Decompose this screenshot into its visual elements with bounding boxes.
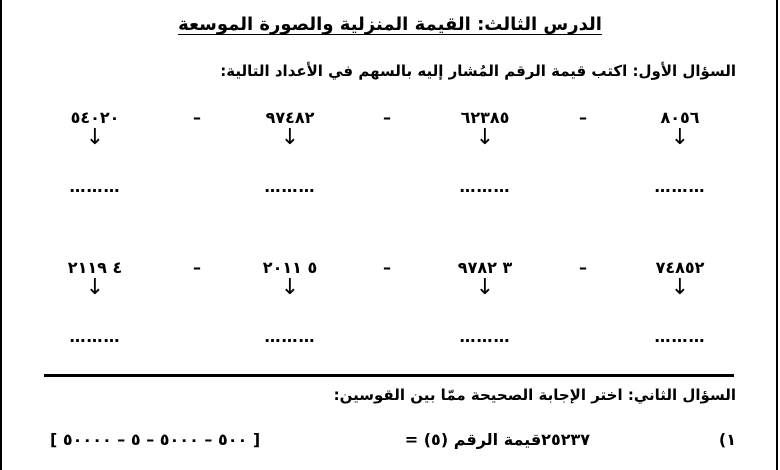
answer-blank[interactable]: ……… bbox=[264, 177, 316, 196]
question-1-prompt: السؤال الأول: اكتب قيمة الرقم المُشار إليه بالسهم في الأعداد التالية: bbox=[220, 62, 736, 80]
separator-dash: – bbox=[579, 108, 587, 127]
number-cell bbox=[230, 258, 350, 346]
down-arrow-icon: ↓ bbox=[670, 125, 690, 150]
section-divider bbox=[44, 374, 734, 377]
lesson-title-text: الدرس الثالث: القيمة المنزلية والصورة الموسعة bbox=[178, 14, 602, 35]
separator-dash: – bbox=[383, 108, 391, 127]
down-arrow-icon: ↓ bbox=[85, 125, 105, 150]
number: ٧٤٨٥٢ bbox=[655, 258, 705, 277]
item-number: ١) bbox=[718, 430, 736, 449]
separator-dash: – bbox=[579, 258, 587, 277]
answer-blank[interactable]: ……… bbox=[69, 177, 121, 196]
down-arrow-icon: ↓ bbox=[475, 275, 495, 300]
number-cell bbox=[35, 108, 155, 196]
number-cell bbox=[425, 258, 545, 346]
number: ٣ ٩٧٨٢ bbox=[457, 258, 513, 277]
answer-blank[interactable]: ……… bbox=[264, 327, 316, 346]
separator-dash: – bbox=[193, 108, 201, 127]
number-cell bbox=[230, 108, 350, 196]
separator-dash: – bbox=[193, 258, 201, 277]
number: ٩٧٤٨٢ bbox=[265, 108, 315, 127]
item-options[interactable]: [ ٥٠٠ – ٥٠٠٠ – ٥ – ٥٠٠٠٠ ] bbox=[50, 430, 261, 449]
down-arrow-icon: ↓ bbox=[475, 125, 495, 150]
number-cell bbox=[35, 258, 155, 346]
answer-blank[interactable]: ……… bbox=[654, 177, 706, 196]
down-arrow-icon: ↓ bbox=[670, 275, 690, 300]
lesson-title bbox=[0, 14, 780, 35]
down-arrow-icon: ↓ bbox=[280, 275, 300, 300]
down-arrow-icon: ↓ bbox=[280, 125, 300, 150]
number: ٤ ٢١١٩ bbox=[67, 258, 123, 277]
answer-blank[interactable]: ……… bbox=[459, 327, 511, 346]
number: ٥ ٢٠١١ bbox=[262, 258, 318, 277]
number: ٥٤٠٢٠ bbox=[70, 108, 120, 127]
page-border-right bbox=[776, 0, 778, 470]
number-cell bbox=[425, 108, 545, 196]
answer-blank[interactable]: ……… bbox=[654, 327, 706, 346]
number-cell bbox=[620, 108, 740, 196]
number: ٦٢٣٨٥ bbox=[460, 108, 510, 127]
answer-blank[interactable]: ……… bbox=[69, 327, 121, 346]
item-question: ٢٥٢٣٧قيمة الرقم (٥) = bbox=[404, 430, 590, 449]
down-arrow-icon: ↓ bbox=[85, 275, 105, 300]
number: ٨٠٥٦ bbox=[660, 108, 700, 127]
answer-blank[interactable]: ……… bbox=[459, 177, 511, 196]
page-border-left bbox=[0, 0, 2, 470]
separator-dash: – bbox=[383, 258, 391, 277]
number-cell bbox=[620, 258, 740, 346]
question-2-prompt: السؤال الثاني: اختر الإجابة الصحيحة ممّا بين القوسين: bbox=[333, 386, 736, 404]
